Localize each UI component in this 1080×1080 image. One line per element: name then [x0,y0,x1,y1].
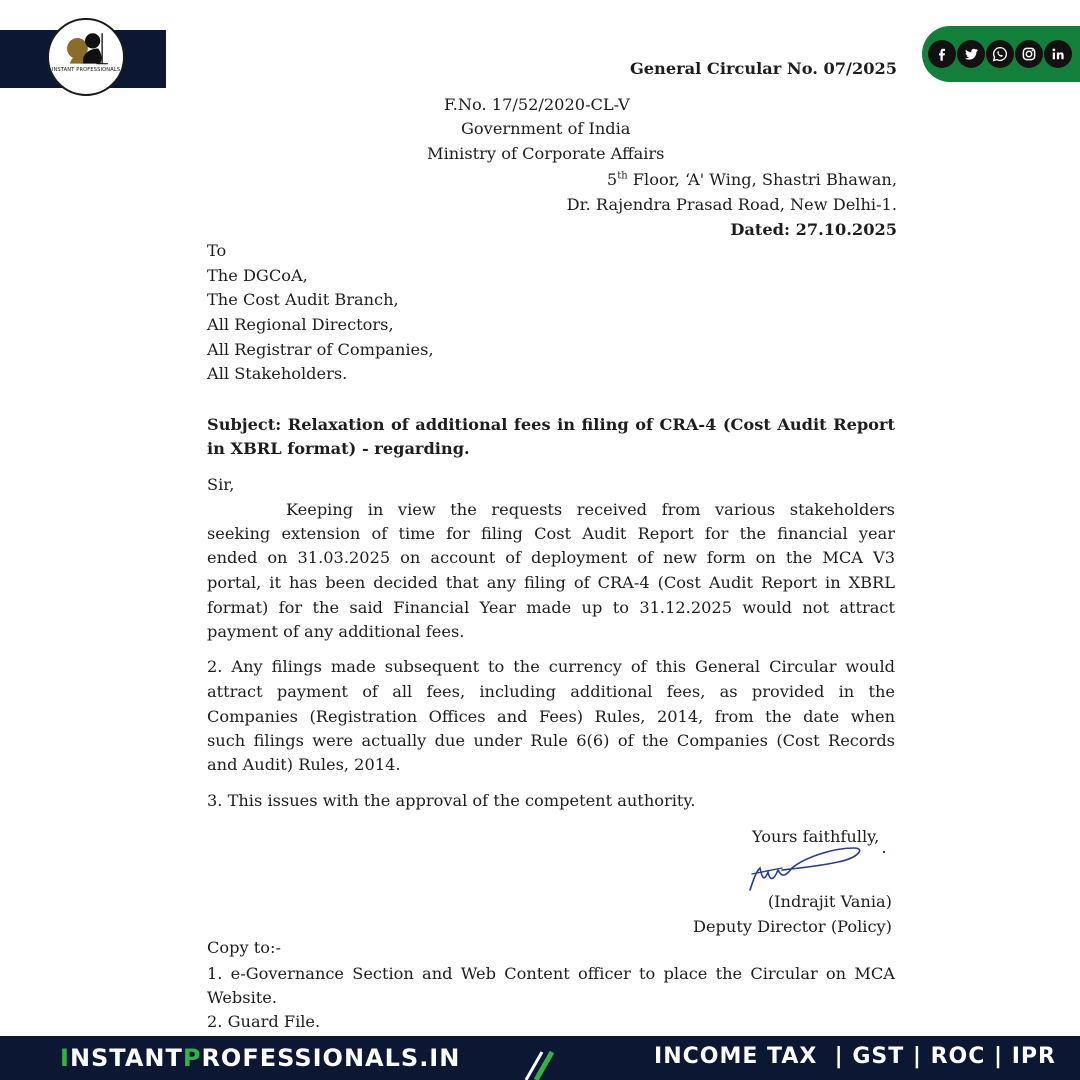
linkedin-icon[interactable] [1044,40,1072,68]
paragraph-2-line: and Audit) Rules, 2014. [207,755,401,774]
footer-bar [0,1036,1080,1080]
paragraph-2-line: such filings were actually due under Rule 6(6) of the Companies (Cost Records [207,731,895,750]
footer-website[interactable]: INSTANTPROFESSIONALS.IN [60,1044,461,1072]
copy-item-1-line: Website. [207,988,277,1007]
paragraph-1-line: seeking extension of time for filing Cost Audit Report for the financial year [207,524,895,543]
copy-item-1-line: 1. e-Governance Section and Web Content officer to place the Circular on MCA [207,964,895,983]
copy-heading: Copy to:- [207,938,281,957]
to-label: To [207,241,227,260]
yours-faithfully: Yours faithfully, [752,827,880,846]
copy-item-2: 2. Guard File. [207,1012,321,1031]
whatsapp-icon[interactable] [986,40,1014,68]
address-line-2: Dr. Rajendra Prasad Road, New Delhi-1. [566,195,897,214]
slash-divider-icon [520,1040,560,1080]
signature-image [742,838,892,898]
brand-logo [47,18,125,96]
paragraph-1-line: Keeping in view the requests received from various stakeholders [286,500,895,519]
recipient-item: The DGCoA, [207,266,308,285]
footer-categories: INCOME TAX | GST | ROC | IPR [654,1044,1056,1069]
circular-number: General Circular No. 07/2025 [629,59,897,78]
government-line: Government of India [461,119,631,138]
recipient-item: The Cost Audit Branch, [207,290,399,309]
paragraph-2-line: 2. Any filings made subsequent to the currency of this General Circular would [207,657,895,676]
subject-line-2: in XBRL format) - regarding. [207,439,470,458]
logo-text: INSTANT PROFESSIONALS [51,67,121,73]
dated-line: Dated: 27.10.2025 [730,220,897,239]
ministry-line: Ministry of Corporate Affairs [427,144,665,163]
recipient-item: All Regional Directors, [207,315,394,334]
logo-mark-icon [49,20,123,94]
paragraph-2-line: Companies (Registration Offices and Fees) Rules, 2014, from the date when [207,707,895,726]
address-line-1: 5th Floor, ‘A' Wing, Shastri Bhawan, [606,170,897,189]
salutation: Sir, [207,475,235,494]
signatory-designation: Deputy Director (Policy) [693,917,892,936]
file-number: F.No. 17/52/2020-CL-V [444,95,630,114]
paragraph-1-line: format) for the said Financial Year made up to 31.12.2025 would not attract [207,598,895,617]
social-links [922,26,1080,82]
paragraph-1-line: payment of any additional fees. [207,622,465,641]
facebook-icon[interactable] [928,40,956,68]
paragraph-1-line: portal, it has been decided that any filing of CRA-4 (Cost Audit Report in XBRL [207,573,895,592]
subject-line-1: Subject: Relaxation of additional fees in filing of CRA-4 (Cost Audit Report [207,415,895,434]
twitter-icon[interactable] [957,40,985,68]
paragraph-2-line: attract payment of all fees, including additional fees, as provided in the [207,682,895,701]
recipient-item: All Stakeholders. [207,364,348,383]
signatory-name: (Indrajit Vania) [767,892,892,911]
paragraph-3: 3. This issues with the approval of the competent authority. [207,791,696,810]
instagram-icon[interactable] [1015,40,1043,68]
paragraph-1-line: ended on 31.03.2025 on account of deployment of new form on the MCA V3 [207,548,895,567]
recipient-item: All Registrar of Companies, [207,340,434,359]
